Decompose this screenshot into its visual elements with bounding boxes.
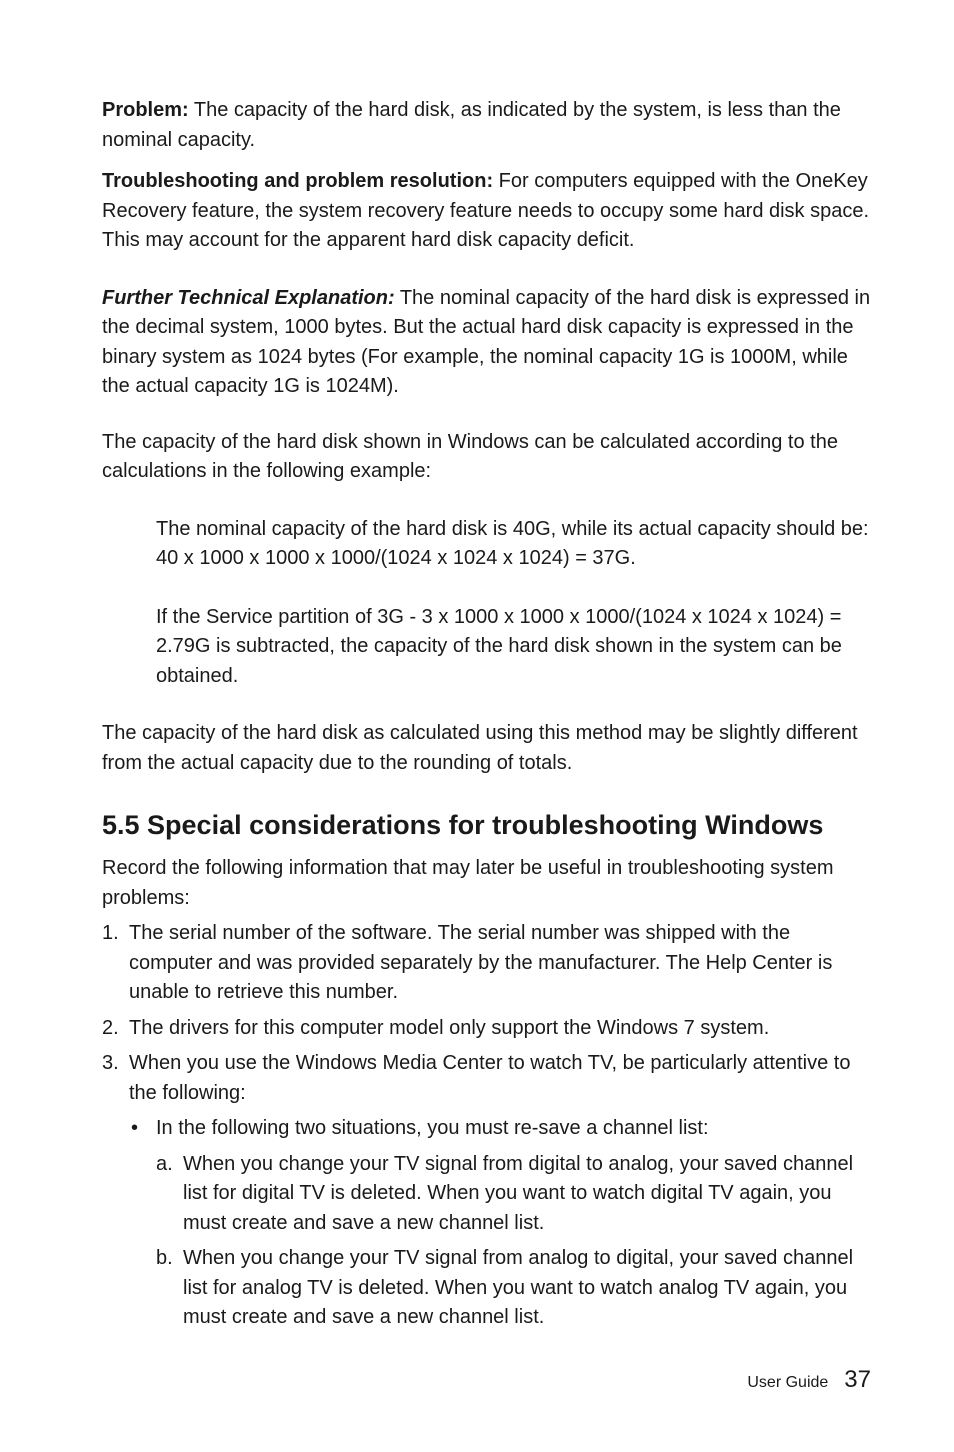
bullet-list <box>129 1114 874 1333</box>
numbered-list <box>102 919 874 1333</box>
resolution-text: For computers equipped with the OneKey Recovery feature, the system recovery feature needs to occupy some hard disk space. This may account for the apparent hard disk capacity deficit. <box>102 170 870 251</box>
resolution-paragraph <box>102 167 874 256</box>
bullet-item <box>129 1114 874 1333</box>
footer-label: User Guide <box>747 1374 829 1391</box>
page-number: 37 <box>844 1366 871 1393</box>
further-explanation-text: The nominal capacity of the hard disk is expressed in the decimal system, 1000 bytes. But the actual hard disk capacity is expressed in the binary system as 1024 bytes (For example, the nominal capacity 1G is 1000M, while the actual capacity 1G is 1024M). <box>102 286 871 397</box>
further-explanation-paragraph <box>102 284 874 402</box>
calculation-example-service-partition: If the Service partition of 3G - 3 x 1000 x 1000 x 1000/(1024 x 1024 x 1024) = 2.79G is subtracted, the capacity of the hard disk shown in the system can be obtained. <box>156 605 842 687</box>
list-item-marker: 3. <box>102 1052 119 1074</box>
list-item <box>102 1049 874 1333</box>
lettered-item-marker: b. <box>156 1247 173 1269</box>
section-heading: 5.5 Special considerations for troubleshooting Windows <box>102 810 824 840</box>
list-item-text: The serial number of the software. The serial number was shipped with the computer and was provided separately by the manufacturer. The Help Center is unable to retrieve this number. <box>129 922 833 1003</box>
list-item-text: The drivers for this computer model only support the Windows 7 system. <box>129 1016 770 1039</box>
resolution-label: Troubleshooting and problem resolution: <box>102 170 494 192</box>
list-item-text: When you use the Windows Media Center to watch TV, be particularly attentive to the following: <box>129 1052 851 1104</box>
list-item <box>102 919 874 1008</box>
calculation-example-nominal: The nominal capacity of the hard disk is 40G, while its actual capacity should be: 40 x 1000 x 1000 x 1000/(1024 x 1024 x 1024) = 37G. <box>156 517 869 569</box>
lettered-item-marker: a. <box>156 1152 173 1175</box>
further-explanation-label: Further Technical Explanation: <box>102 286 395 309</box>
lettered-item-text: When you change your TV signal from digital to analog, your saved channel list for digital TV is deleted. When you want to watch digital TV again, you must create and save a new channel list. <box>183 1152 854 1234</box>
list-item-marker: 1. <box>102 922 119 944</box>
problem-label: Problem: <box>102 99 189 121</box>
problem-text: The capacity of the hard disk, as indicated by the system, is less than the nominal capacity. <box>102 99 841 151</box>
calculation-intro: The capacity of the hard disk shown in Windows can be calculated according to the calculations in the following example: <box>102 430 838 482</box>
page-footer <box>747 1366 871 1394</box>
list-item <box>102 1014 874 1044</box>
section-intro: Record the following information that may later be useful in troubleshooting system problems: <box>102 857 834 909</box>
lettered-item <box>156 1150 874 1239</box>
document-body <box>102 96 874 1339</box>
lettered-item-text: When you change your TV signal from analog to digital, your saved channel list for analog TV is deleted. When you want to watch analog TV again, you must create and save a new channel list. <box>183 1247 854 1328</box>
lettered-list <box>156 1150 874 1333</box>
list-item-marker: 2. <box>102 1016 119 1039</box>
problem-paragraph <box>102 96 874 155</box>
rounding-note: The capacity of the hard disk as calculated using this method may be slightly different from the actual capacity due to the rounding of totals. <box>102 722 858 774</box>
bullet-item-text: In the following two situations, you must re-save a channel list: <box>156 1117 709 1139</box>
lettered-item <box>156 1244 874 1333</box>
bullet-icon: • <box>131 1117 139 1139</box>
